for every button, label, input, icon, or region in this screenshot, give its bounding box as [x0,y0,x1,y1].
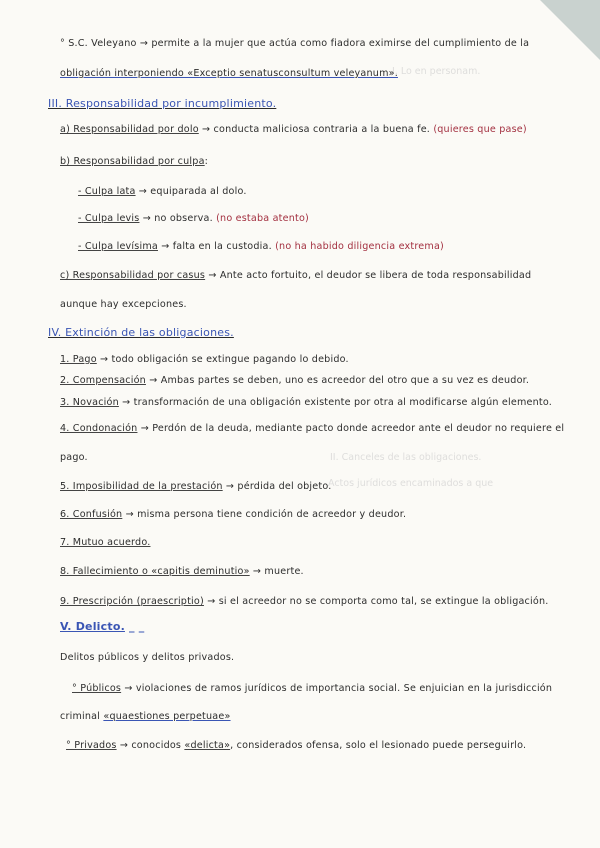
term: ° Públicos [72,683,122,694]
definition: → Ante acto fortuito, el deudor se libera de toda responsabilidad [205,270,532,281]
note-line [78,186,247,198]
definition: → no observa. [139,213,213,224]
bleed-through-text: II. Canceles de las obligaciones. [330,452,482,463]
note-line [66,740,526,752]
term: b) Responsabilidad por culpa [60,156,205,167]
annotation: (no ha habido diligencia extrema) [275,241,444,252]
definition: → muerte. [249,566,304,577]
note-line [60,124,527,136]
term: 2. Compensación [60,375,146,386]
note-line [60,596,549,608]
note-line [60,397,552,409]
note-line: ° S.C. Veleyano → permite a la mujer que actúa como fiadora eximirse del cumplimiento de la [60,38,530,49]
term: 1. Pago [60,354,97,365]
definition: → violaciones de ramos jurídicos de importancia social. Se enjuician en la jurisdicción [121,683,553,694]
definition: → Perdón de la deuda, mediante pacto donde acreedor ante el deudor no requiere el [137,423,565,434]
note-line: pago. [60,452,88,463]
term: 6. Confusión [60,509,123,520]
definition: → si el acreedor no se comporta como tal, se extingue la obligación. [203,596,549,607]
term: «delicta» [184,740,231,751]
note-line [60,537,150,549]
term: - Culpa lata [78,186,136,197]
folded-corner [540,0,600,60]
definition: , considerados ofensa, solo el lesionado puede perseguirlo. [230,740,527,751]
term: 8. Fallecimiento o «capitis deminutio» [60,566,250,577]
exceptio-text: obligación interponiendo «Exceptio senatusconsultum veleyanum». [60,68,398,79]
annotation: (quieres que pase) [433,124,527,135]
section-heading: V. Delicto. _ _ [60,620,145,633]
note-line [60,375,529,387]
note-line [72,683,552,695]
definition: → equiparada al dolo. [135,186,247,197]
term: 4. Condonación [60,423,138,434]
definition: → falta en la custodia. [157,241,272,252]
definition: → conocidos [116,740,185,751]
term: 5. Imposibilidad de la prestación [60,481,223,492]
term: «quaestiones perpetuae» [103,711,231,722]
definition: → pérdida del objeto. [222,481,332,492]
section-heading: IV. Extinción de las obligaciones. [48,326,234,339]
note-line [60,566,304,578]
note-line: aunque hay excepciones. [60,299,187,310]
note-line [60,711,231,723]
term: - Culpa levísima [78,241,158,252]
definition: → todo obligación se extingue pagando lo debido. [96,354,349,365]
term: 3. Novación [60,397,119,408]
term: 7. Mutuo acuerdo. [60,537,151,548]
definition: → Ambas partes se deben, uno es acreedor del otro que a su vez es deudor. [145,375,530,386]
note-line: Delitos públicos y delitos privados. [60,652,235,663]
section-heading: III. Responsabilidad por incumplimiento. [48,97,277,110]
term: a) Responsabilidad por dolo [60,124,199,135]
term: - Culpa levis [78,213,140,224]
note-line [60,354,349,366]
note-line [60,68,398,80]
term: c) Responsabilidad por casus [60,270,206,281]
note-line [60,156,208,168]
note-line [78,213,309,225]
bleed-through-text: I. Lo en personam. [392,66,481,77]
definition: → misma persona tiene condición de acreedor y deudor. [122,509,407,520]
bleed-through-text: Actos jurídicos encaminados a que [328,478,494,489]
note-line [60,481,332,493]
note-line [78,241,444,253]
punctuation: : [204,156,209,167]
annotation: (no estaba atento) [216,213,309,224]
note-line [60,423,564,435]
definition: → conducta maliciosa contraria a la buena fe. [198,124,431,135]
heading-text: V. Delicto. [60,620,125,633]
term: ° Privados [66,740,117,751]
text: criminal [60,711,104,722]
definition: → transformación de una obligación existente por otra al modificarse algún elemento. [118,397,553,408]
note-line [60,509,406,521]
term: 9. Prescripción (praescriptio) [60,596,204,607]
note-line [60,270,531,282]
